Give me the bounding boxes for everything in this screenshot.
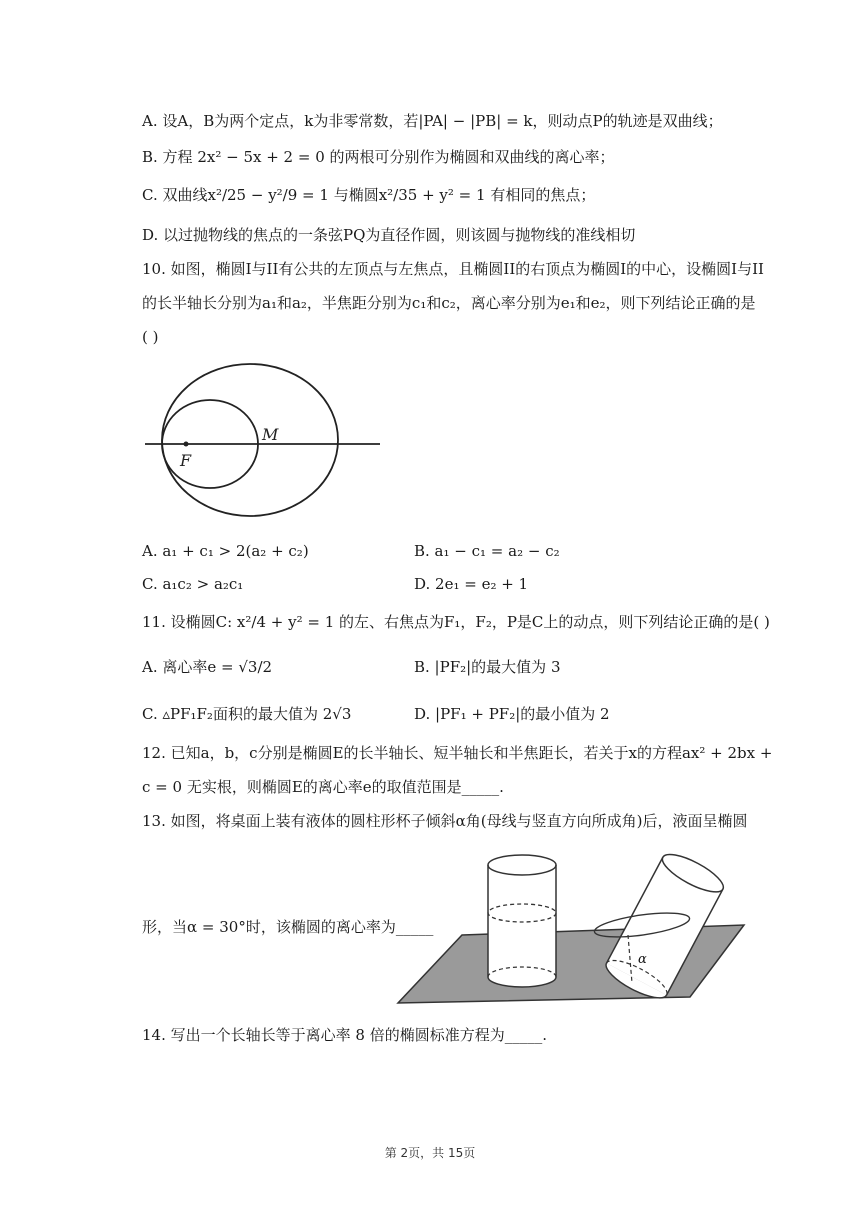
q9-option-a: A. 设A，B为两个定点，k为非零常数，若|PA| − |PB| = k，则动点P的轨迹是双曲线； xyxy=(142,112,723,130)
q11-stem: 11. 设椭圆C: x²/4 + y² = 1 的左、右焦点为F₁，F₂，P是C上的动点，则下列结论正确的是( ) xyxy=(142,613,770,631)
label-m: M xyxy=(262,425,279,444)
label-f: F xyxy=(180,451,192,470)
q13-stem-line1: 13. 如图，将桌面上装有液体的圆柱形杯子倾斜α角(母线与竖直方向所成角)后，液面呈椭圆 xyxy=(142,812,748,830)
q9-option-c: C. 双曲线x²/25 − y²/9 = 1 与椭圆x²/35 + y² = 1 有相同的焦点； xyxy=(142,186,596,204)
q9-option-b: B. 方程 2x² − 5x + 2 = 0 的两根可分别作为椭圆和双曲线的离心率； xyxy=(142,148,615,166)
label-alpha: α xyxy=(638,952,647,967)
q10-stem-line1: 10. 如图，椭圆I与II有公共的左顶点与左焦点，且椭圆II的右顶点为椭圆I的中心，设椭圆I与II xyxy=(142,260,764,278)
q10-stem-line3: ( ) xyxy=(142,328,159,346)
q11-option-c: C. ▵PF₁F₂面积的最大值为 2√3 xyxy=(142,705,352,723)
q9-option-d: D. 以过抛物线的焦点的一条弦PQ为直径作圆，则该圆与抛物线的准线相切 xyxy=(142,226,636,244)
q10-option-c: C. a₁c₂ > a₂c₁ xyxy=(142,575,244,593)
q10-option-b: B. a₁ − c₁ = a₂ − c₂ xyxy=(414,542,560,560)
q10-option-a: A. a₁ + c₁ > 2(a₂ + c₂) xyxy=(142,542,309,560)
q13-cup-figure xyxy=(390,845,750,1010)
focus-point xyxy=(184,442,189,447)
q12-stem-line1: 12. 已知a，b，c分别是椭圆E的长半轴长、短半轴长和半焦距长，若关于x的方程ax² + 2bx + xyxy=(142,744,773,762)
q14-stem: 14. 写出一个长轴长等于离心率 8 倍的椭圆标准方程为_____. xyxy=(142,1026,547,1044)
ellipse-one xyxy=(162,364,338,516)
q11-option-b: B. |PF₂|的最大值为 3 xyxy=(414,658,561,676)
upright-cup-top xyxy=(488,855,556,875)
q10-stem-line2: 的长半轴长分别为a₁和a₂，半焦距分别为c₁和c₂，离心率分别为e₁和e₂，则下列结论正确的是 xyxy=(142,294,756,312)
q12-stem-line2: c = 0 无实根，则椭圆E的离心率e的取值范围是_____. xyxy=(142,778,504,796)
q11-option-d: D. |PF₁ + PF₂|的最小值为 2 xyxy=(414,705,610,723)
page-footer: 第 2页，共 15页 xyxy=(384,1146,476,1160)
q11-option-a: A. 离心率e = √3/2 xyxy=(142,658,273,676)
q10-option-d: D. 2e₁ = e₂ + 1 xyxy=(414,575,529,593)
q10-ellipse-figure xyxy=(140,360,390,520)
q13-stem-line2: 形，当α = 30°时，该椭圆的离心率为_____ xyxy=(142,918,434,936)
